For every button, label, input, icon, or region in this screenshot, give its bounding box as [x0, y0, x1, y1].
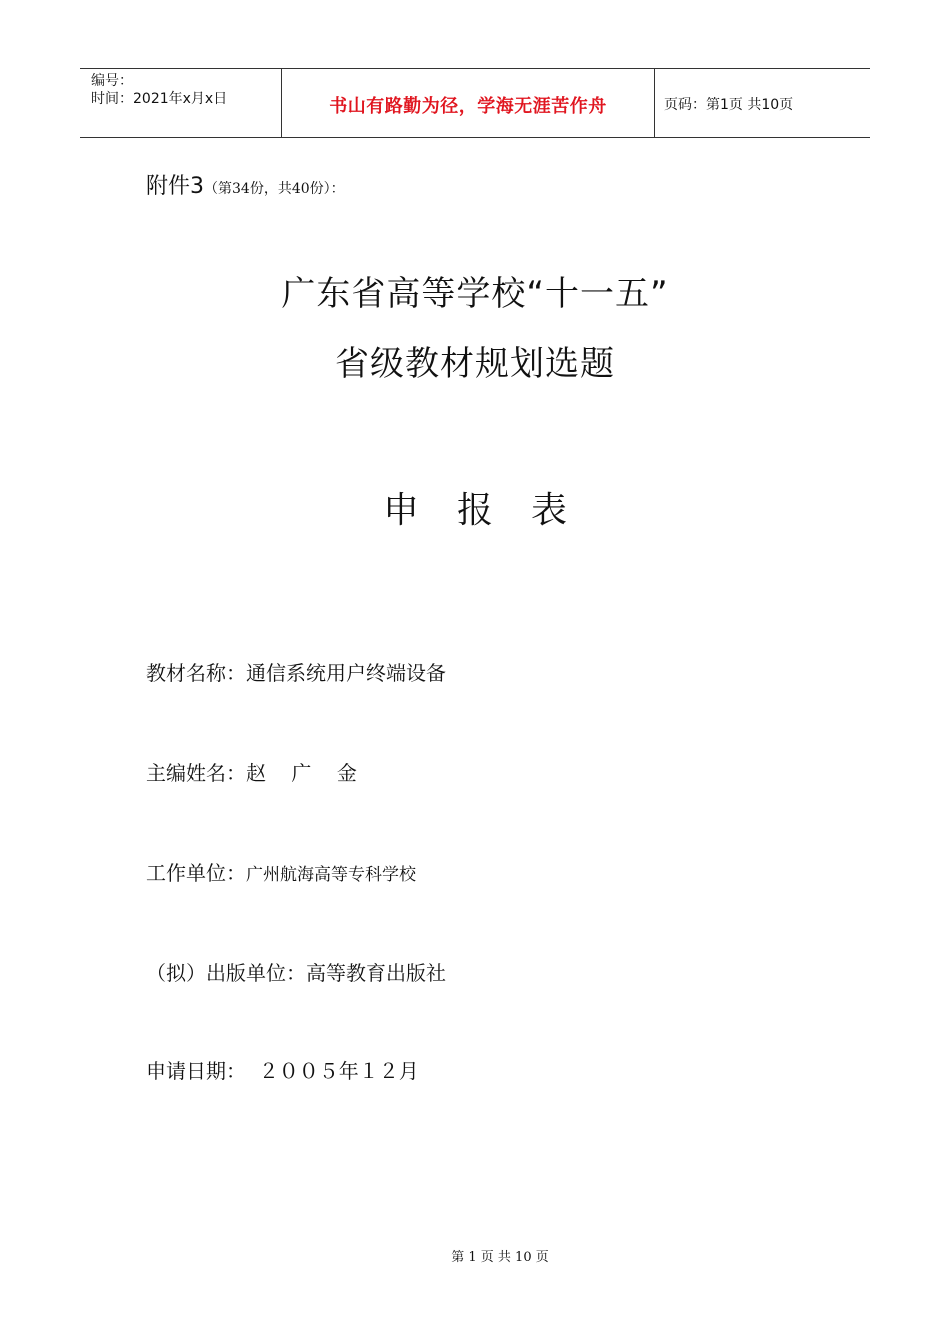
attachment-title: 附件3 [146, 174, 204, 199]
document-number-label: 编号： [91, 73, 133, 89]
document-time-label: 时间：2021年x月x日 [91, 91, 228, 107]
textbook-name-field [146, 659, 446, 687]
editor-name-value: 赵 广 金 [246, 761, 357, 785]
textbook-name-value: 通信系统用户终端设备 [246, 661, 446, 685]
workplace-label: 工作单位： [146, 861, 246, 885]
header-motto-cell [282, 69, 655, 137]
header-motto: 书山有路勤为径，学海无涯苦作舟 [329, 96, 607, 117]
publisher-value: 高等教育出版社 [306, 961, 446, 985]
publisher-field [146, 959, 446, 987]
attachment-label [146, 173, 345, 203]
header-page-cell [655, 69, 870, 137]
header-meta-cell [80, 69, 282, 137]
form-title: 申报表 [382, 490, 605, 531]
footer-page-number: 第 1 页 共 10 页 [451, 1250, 549, 1265]
publisher-label: （拟）出版单位： [146, 961, 306, 985]
textbook-name-label: 教材名称： [146, 661, 246, 685]
attachment-note: （第34份，共40份）： [204, 181, 345, 197]
workplace-field [146, 859, 416, 889]
editor-name-label: 主编姓名： [146, 761, 246, 785]
application-date-label: 申请日期： [146, 1059, 246, 1083]
header-table [80, 68, 870, 138]
workplace-value: 广州航海高等专科学校 [246, 865, 416, 885]
header-page-info: 页码：第1页 共10页 [664, 97, 794, 113]
editor-name-field [146, 759, 357, 787]
page-title-line1: 广东省高等学校“十一五” [281, 274, 669, 314]
application-date-field [146, 1057, 419, 1085]
application-date-value: ２００５年１２月 [246, 1059, 419, 1083]
page-title-line2: 省级教材规划选题 [335, 344, 615, 384]
